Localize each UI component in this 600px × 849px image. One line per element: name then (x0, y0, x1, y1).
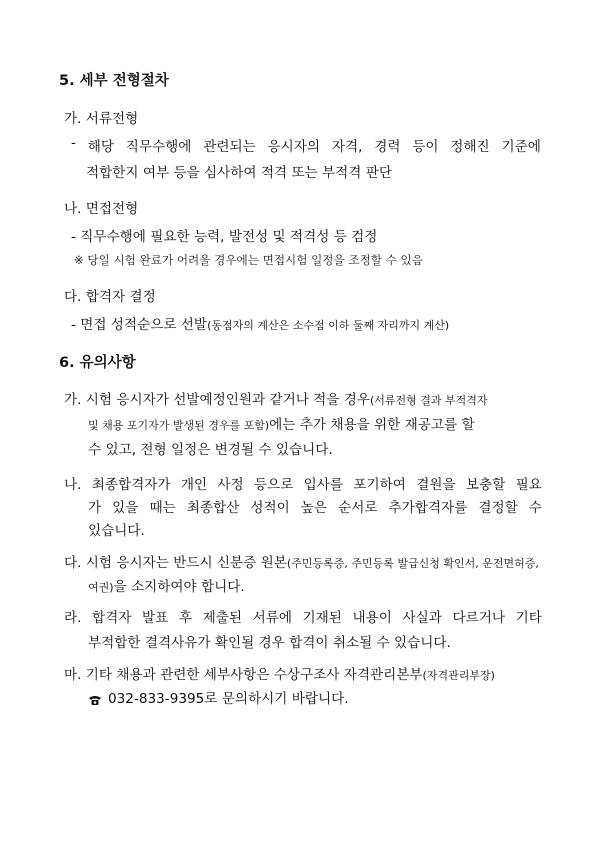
section-6-item-e-line2 (88, 687, 349, 707)
section-6-item-b-line2: 가 있을 때는 최종합산 성적이 높은 순서로 추가합격자를 결정할 수 (88, 500, 542, 516)
section-6-item-d-line2: 부적합한 결격사유가 확인될 경우 합격이 취소될 수 있습니다. (88, 635, 451, 651)
section-6-item-e-line1 (64, 663, 495, 683)
section-5-item-c-small: (동점자의 계산은 소수점 이하 둘째 자리까지 계산) (207, 319, 450, 332)
section-6-item-c-main2: 을 소지하여야 합니다. (113, 579, 245, 595)
section-6-item-a-line2 (88, 413, 475, 433)
section-6-item-a-main2: 에는 추가 채용을 위한 재공고를 할 (269, 417, 475, 433)
section-5-item-c-main: - 면접 성적순으로 선발 (71, 317, 208, 333)
section-6-item-a-line1 (64, 388, 488, 408)
section-5-item-b-label: 나. 면접전형 (64, 201, 139, 217)
section-5-item-c-line1 (71, 313, 449, 333)
section-6-item-e-main1: 마. 기타 채용과 관련한 세부사항은 수상구조사 자격관리본부 (64, 667, 423, 683)
section-6-heading: 6. 유의사항 (59, 355, 136, 371)
section-5-item-a-line2: 적합한지 여부 등을 심사하여 적격 또는 부적격 판단 (86, 165, 393, 181)
section-6-item-b-line3: 있습니다. (88, 523, 145, 539)
section-6-item-a-small2: 및 채용 포기자가 발생된 경우를 포함) (88, 419, 270, 432)
phone-icon (88, 691, 102, 703)
section-6-item-c-line2 (88, 575, 245, 595)
section-6-item-c-small1: (주민등록증, 주민등록 발급신청 확인서, 운전면허증, (286, 557, 539, 570)
section-6-item-e-line2-text: 032-833-9395로 문의하시기 바랍니다. (108, 691, 349, 707)
section-6-item-a-main1: 가. 시험 응시자가 선발예정인원과 같거나 적을 경우 (64, 392, 371, 408)
section-6-item-a-small1: (서류전형 결과 부적격자 (370, 394, 488, 407)
section-5-item-b-line1: - 직무수행에 필요한 능력, 발전성 및 적격성 등 검정 (71, 229, 378, 245)
section-6-item-a-line3: 수 있고, 전형 일정은 변경될 수 있습니다. (88, 442, 333, 458)
section-6-item-b-line1: 나. 최종합격자가 개인 사정 등으로 입사를 포기하여 결원을 보충할 필요 (64, 477, 542, 493)
section-6-item-c-line1 (64, 551, 539, 571)
section-6-item-d-line1: 라. 합격자 발표 후 제출된 서류에 기재된 내용이 사실과 다르거나 기타 (64, 610, 542, 626)
section-6-item-c-small2: 여권) (88, 581, 114, 594)
section-5-item-a-label: 가. 서류전형 (64, 111, 139, 127)
section-6-item-e-small1: (자격관리부장) (422, 669, 495, 682)
section-6-item-c-main1: 다. 시험 응시자는 반드시 신분증 원본 (64, 555, 287, 571)
section-5-item-a-line1: - 해당 직무수행에 관련되는 응시자의 자격, 경력 등이 정해진 기준에 (71, 135, 541, 155)
section-5-item-c-label: 다. 합격자 결정 (64, 289, 156, 305)
section-5-heading: 5. 세부 전형절차 (59, 73, 169, 89)
section-5-item-b-note: ※ 당일 시험 완료가 어려울 경우에는 면접시험 일정을 조정할 수 있음 (74, 253, 423, 267)
